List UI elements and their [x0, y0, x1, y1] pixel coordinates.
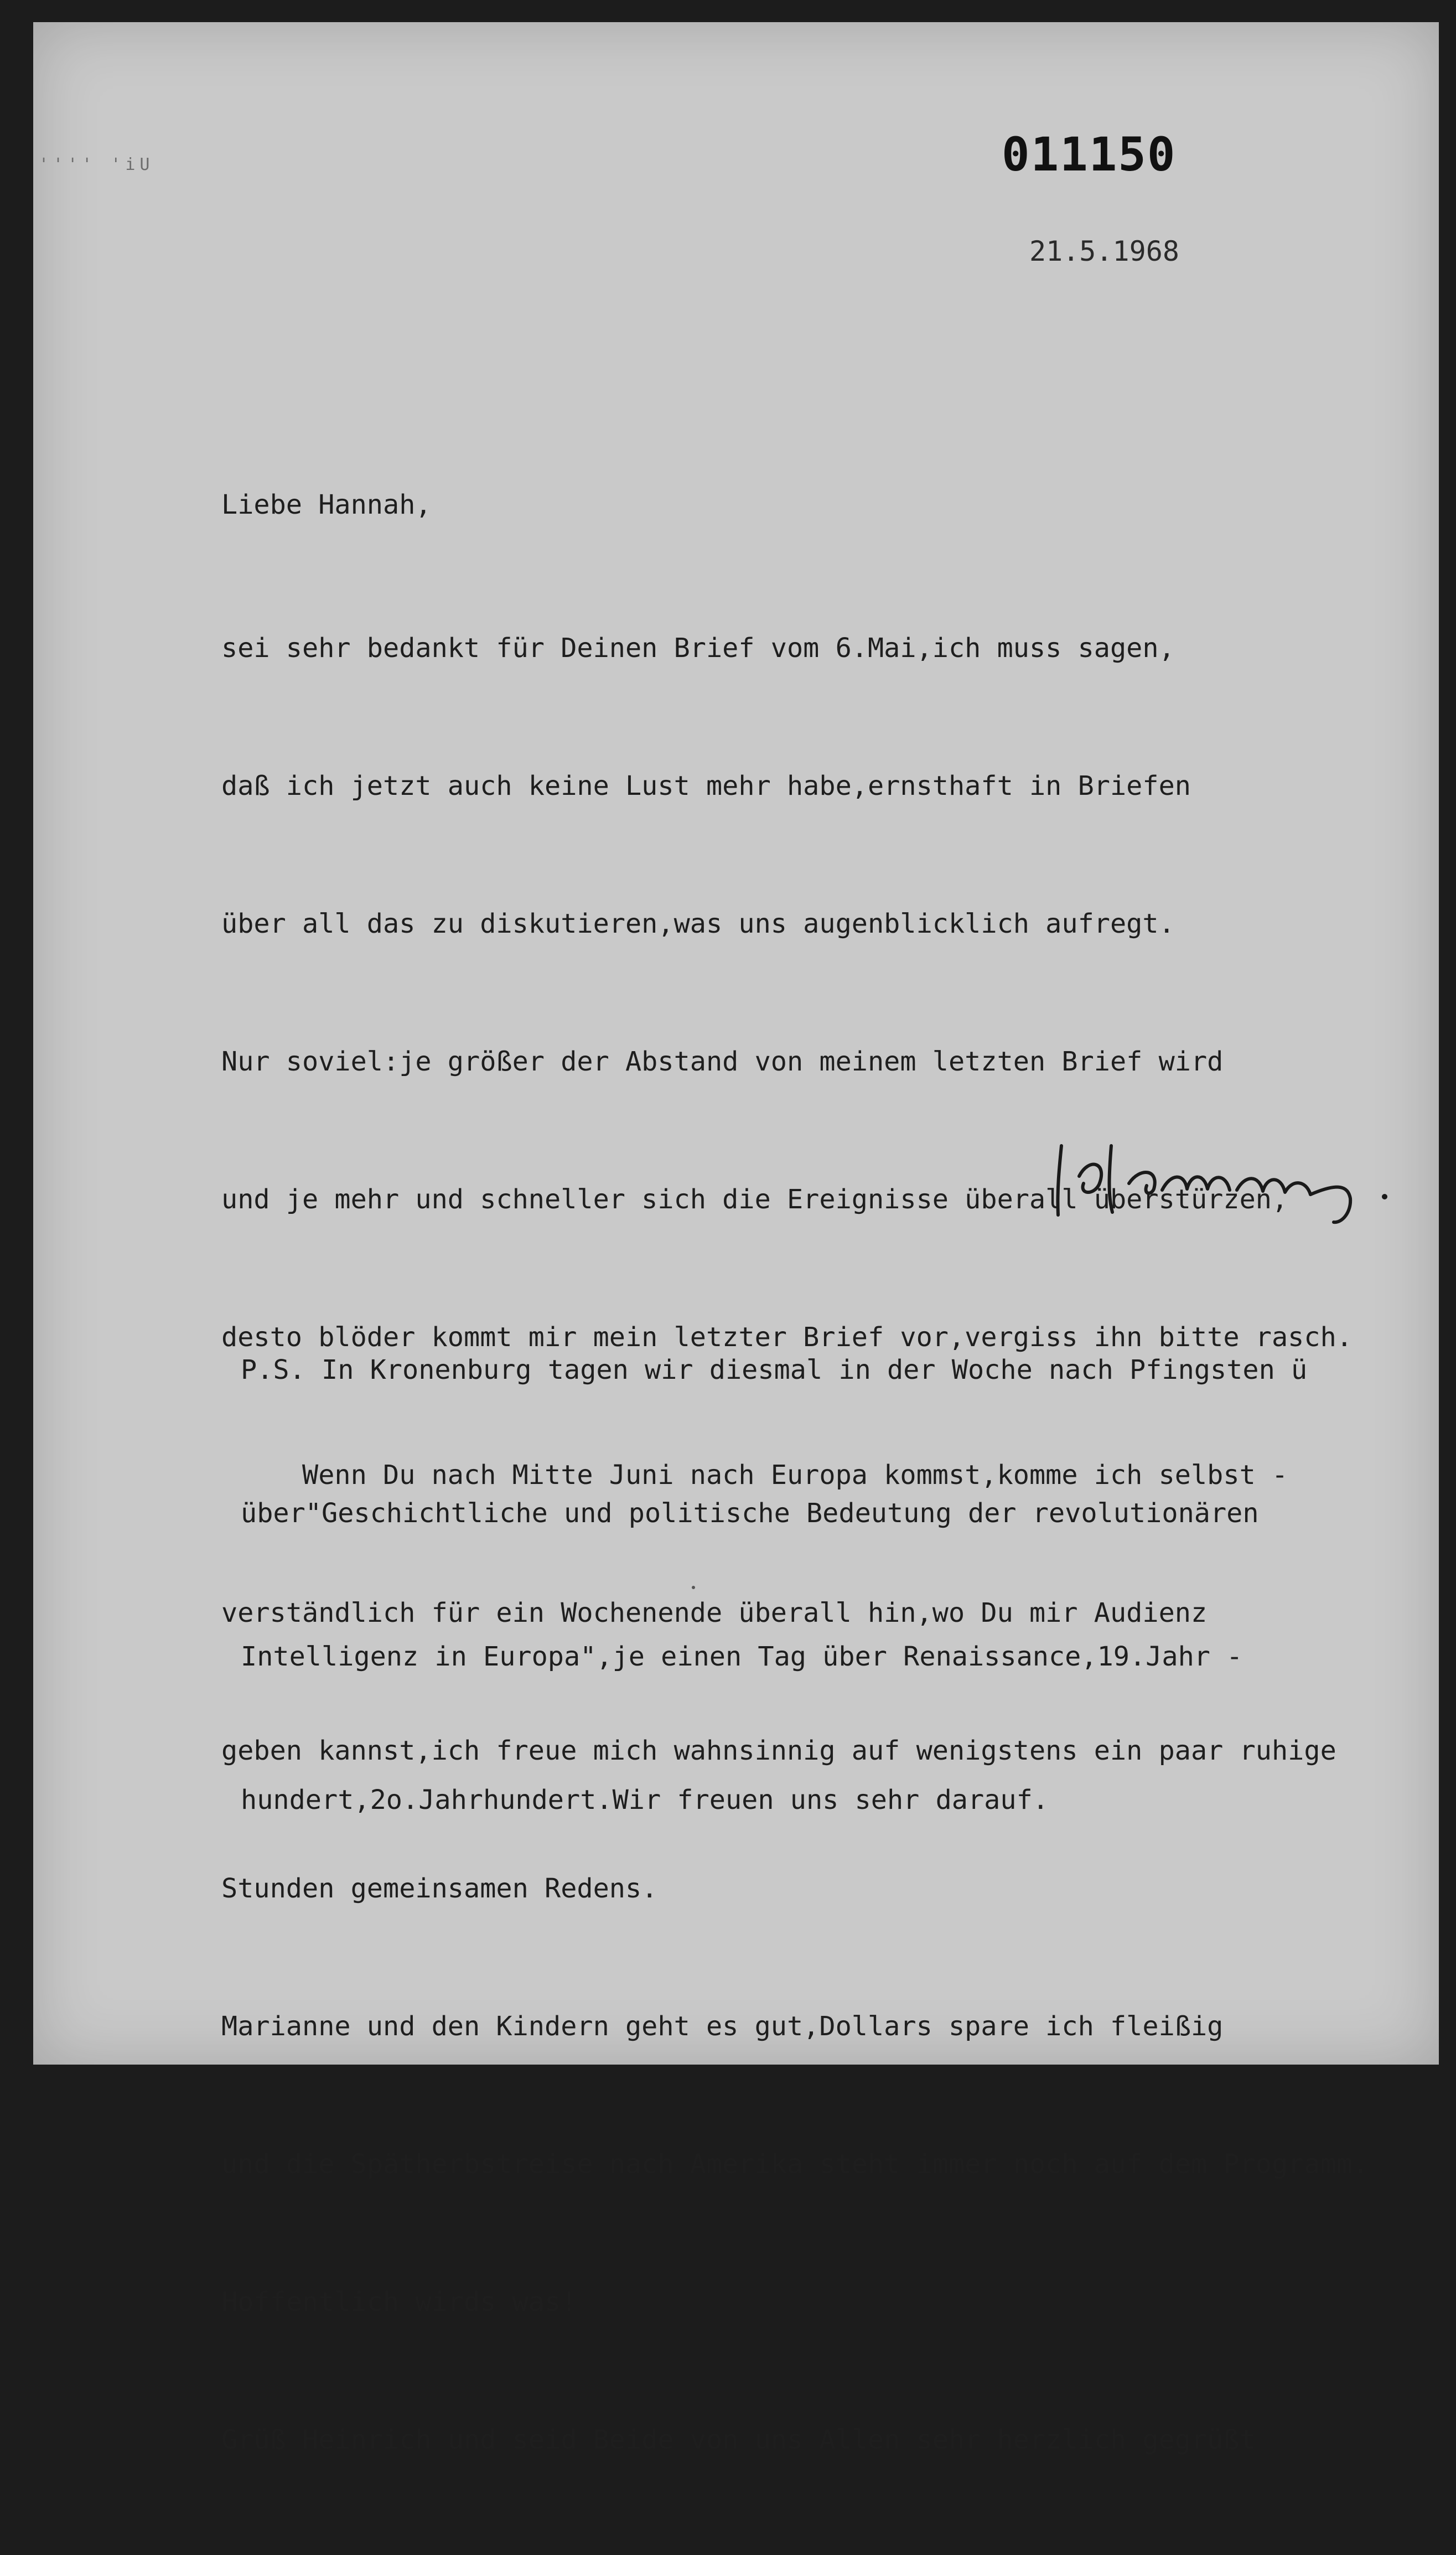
handwritten-signature	[1046, 1124, 1400, 1229]
body-line: und die Spätherbstreise nach Amerika steht immer noch auf dem Programm.	[221, 2149, 1369, 2180]
body-line: Marianne und den Kindern geht es gut,Dollars spare ich fleißig	[221, 2011, 1224, 2042]
body-line: Grüß Heinrich und seid Beide von uns Allen sehr herzlich gegrüßt	[221, 2424, 1256, 2455]
postscript	[241, 1248, 1403, 1919]
document-number: 011150	[1002, 127, 1177, 182]
body-line: über all das zu diskutieren,was uns augenblicklich aufregt.	[221, 908, 1175, 939]
body-line: sei sehr bedankt für Deinen Brief vom 6.Mai,ich muss sagen,	[221, 633, 1175, 664]
body-line: Stunden gemeinsamen Redens.	[221, 1873, 658, 1904]
ps-line: Intelligenz in Europa",je einen Tag über Renaissance,19.Jahr -	[241, 1641, 1243, 1672]
body-line: Nur soviel:je größer der Abstand von meinem letzten Brief wird	[221, 1046, 1224, 1077]
body-line: Hoffentlich wirds was!	[221, 2287, 577, 2318]
letter-page	[33, 22, 1439, 2455]
body-line: desto blöder kommt mir mein letzter Brief vor,vergiss ihn bitte rasch.	[221, 1322, 1353, 1353]
corner-mark: '''' 'iU	[39, 155, 154, 174]
body-line: geben kannst,ich freue mich wahnsinnig auf wenigstens ein paar ruhige	[221, 1735, 1336, 1766]
body-line: Wenn Du nach Mitte Juni nach Europa kommst,komme ich selbst -	[221, 1460, 1288, 1491]
paper-speck	[692, 1586, 695, 1589]
letter-date: 21.5.1968	[1029, 235, 1179, 267]
salutation: Liebe Hannah,	[221, 489, 432, 520]
body-line: und je mehr und schneller sich die Ereignisse überall überstürzen,	[221, 1184, 1288, 1215]
body-line: daß ich jetzt auch keine Lust mehr habe,ernsthaft in Briefen	[221, 770, 1191, 801]
ps-line: über"Geschichtliche und politische Bedeutung der revolutionären	[241, 1498, 1259, 1529]
ps-line: hundert,2o.Jahrhundert.Wir freuen uns sehr darauf.	[241, 1785, 1049, 1816]
body-line: verständlich für ein Wochenende überall hin,wo Du mir Audienz	[221, 1597, 1208, 1628]
ps-line: P.S. In Kronenburg tagen wir diesmal in der Woche nach Pfingsten ü	[241, 1354, 1308, 1385]
